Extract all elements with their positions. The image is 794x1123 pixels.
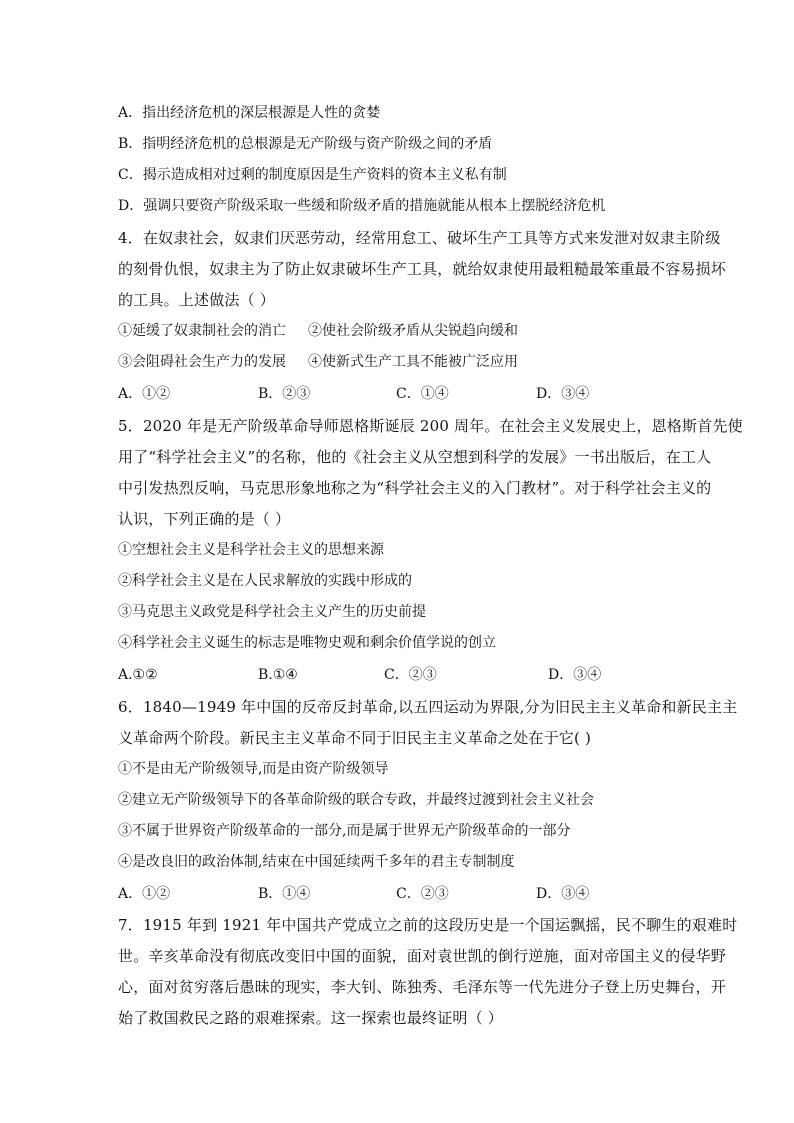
- q6-option-d: D．③④: [536, 886, 590, 902]
- q6-item-2: ②建立无产阶级领导下的各革命阶级的联合专政，并最终过渡到社会主义社会: [118, 792, 594, 808]
- q5-item-1: ①空想社会主义是科学社会主义的思想来源: [118, 542, 384, 558]
- q7-stem-line-1: 7．1915 年到 1921 年中国共产党成立之前的这段历史是一个国运飘摇，民不聊生的艰难时: [118, 916, 738, 934]
- q5-option-a: A.①②: [118, 667, 158, 683]
- q7-stem-line-3: 心，面对贫穷落后愚昧的现实，李大钊、陈独秀、毛泽东等一代先进分子登上历史舞台，开: [118, 978, 727, 996]
- q3-option-b: B．指明经济危机的总根源是无产阶级与资产阶级之间的矛盾: [118, 136, 493, 152]
- q6-stem-line-2: 义革命两个阶段。新民主主义革命不同于旧民主主义革命之处在于它( ): [118, 729, 592, 747]
- q5-stem-line-1: 5．2020 年是无产阶级革命导师恩格斯诞辰 200 周年。在社会主义发展史上，恩格斯首先使: [118, 417, 743, 435]
- q3-option-c: C．揭示造成相对过剩的制度原因是生产资料的资本主义私有制: [118, 167, 507, 183]
- q6-option-b: B．①④: [258, 886, 311, 902]
- q4-item-3: ③会阻碍社会生产力的发展: [118, 354, 286, 370]
- q4-item-1: ①延缓了奴隶制社会的消亡: [118, 323, 286, 339]
- q4-stem-line-3: 的工具。上述做法（ ）: [118, 291, 275, 309]
- q5-option-d: D．③④: [548, 667, 602, 683]
- q6-option-a: A．①②: [118, 886, 171, 902]
- q4-stem-line-1: 4．在奴隶社会，奴隶们厌恶劳动，经常用怠工、破坏生产工具等方式来发泄对奴隶主阶级: [118, 229, 721, 247]
- q5-item-2: ②科学社会主义是在人民求解放的实践中形成的: [118, 573, 412, 589]
- q5-stem-line-2: 用了“科学社会主义”的名称，他的《社会主义从空想到科学的发展》一书出版后，在工人: [118, 448, 712, 466]
- q5-item-3: ③马克思主义政党是科学社会主义产生的历史前提: [118, 604, 426, 620]
- q6-item-3: ③不属于世界资产阶级革命的一部分,而是属于世界无产阶级革命的一部分: [118, 823, 571, 839]
- q6-stem-line-1: 6．1840—1949 年中国的反帝反封革命,以五四运动为界限,分为旧民主主义革命和新民主主: [118, 698, 738, 716]
- q4-option-c: C．①④: [396, 386, 449, 402]
- q4-item-2: ②使社会阶级矛盾从尖锐趋向缓和: [308, 323, 518, 339]
- q5-option-b: B.①④: [258, 667, 298, 683]
- q6-item-4: ④是改良旧的政治体制,结束在中国延续两千多年的君主专制制度: [118, 854, 515, 870]
- q5-stem-line-4: 认识，下列正确的是（ ）: [118, 510, 291, 528]
- q3-option-a: A．指出经济危机的深层根源是人性的贪婪: [118, 105, 381, 121]
- q7-stem-line-4: 始了救国救民之路的艰难探索。这一探索也最终证明（ ）: [118, 1009, 503, 1027]
- q5-option-c: C．②③: [384, 667, 437, 683]
- q4-option-a: A．①②: [118, 386, 171, 402]
- q5-item-4: ④科学社会主义诞生的标志是唯物史观和剩余价值学说的创立: [118, 635, 496, 651]
- q4-stem-line-2: 的刻骨仇恨，奴隶主为了防止奴隶破坏生产工具，就给奴隶使用最粗糙最笨重最不容易损坏: [118, 260, 727, 278]
- q6-item-1: ①不是由无产阶级领导,而是由资产阶级领导: [118, 761, 389, 777]
- q4-option-d: D．③④: [536, 386, 590, 402]
- q5-stem-line-3: 中引发热烈反响，马克思形象地称之为“科学社会主义的入门教材”。对于科学社会主义的: [118, 479, 712, 497]
- q4-item-4: ④使新式生产工具不能被广泛应用: [308, 354, 518, 370]
- q7-stem-line-2: 世。辛亥革命没有彻底改变旧中国的面貌，面对袁世凯的倒行逆施，面对帝国主义的侵华野: [118, 947, 727, 965]
- q4-option-b: B．②③: [258, 386, 311, 402]
- q3-option-d: D．强调只要资产阶级采取一些缓和阶级矛盾的措施就能从根本上摆脱经济危机: [118, 198, 606, 214]
- q6-option-c: C．②③: [396, 886, 449, 902]
